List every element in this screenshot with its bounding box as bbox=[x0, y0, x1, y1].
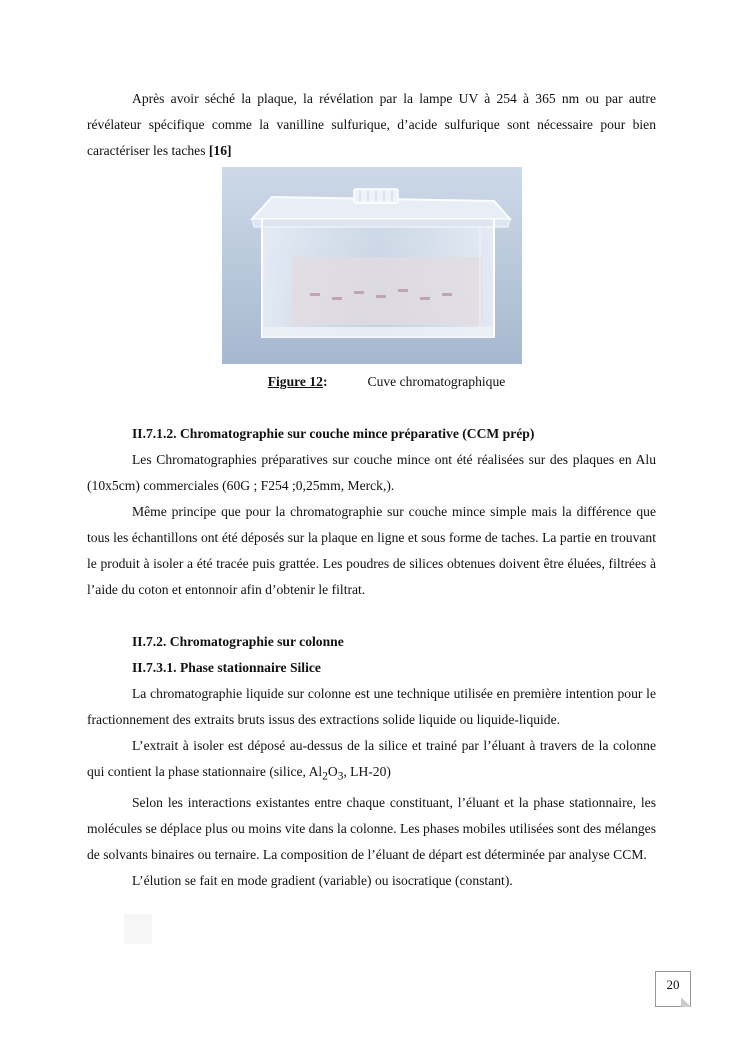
page-smudge bbox=[124, 914, 152, 944]
figure-label: Figure 12 bbox=[267, 374, 323, 389]
page-number: 20 bbox=[666, 977, 680, 992]
chromatography-tank-image bbox=[222, 167, 522, 364]
figure-caption: Figure 12: Cuve chromatographique bbox=[267, 374, 506, 389]
paragraph-colonne-1: La chromatographie liquide sur colonne est une technique utilisée en première intention pour le fractionnement des extraits bruts issus des extractions solide liquide ou liquide-liquide. bbox=[87, 686, 656, 727]
paragraph-colonne-4: L’élution se fait en mode gradient (variable) ou isocratique (constant). bbox=[132, 872, 513, 888]
heading-colonne: II.7.2. Chromatographie sur colonne bbox=[132, 634, 344, 649]
paragraph-colonne-3: Selon les interactions existantes entre chaque constituant, l’éluant et la phase stationnaire, les molécules se déplace plus ou moins vite dans la colonne. Les phases mobiles utilisées sont des mélanges de solvants binaires ou ternaire. La composition de l’éluant de départ est déterminée par analyse CCM. bbox=[87, 794, 656, 862]
figure-caption-text: Cuve chromatographique bbox=[367, 374, 506, 389]
subheading-phase-stationnaire: II.7.3.1. Phase stationnaire Silice bbox=[132, 660, 321, 675]
paragraph-colonne-2: L’extrait à isoler est déposé au-dessus de la silice et trainé par l’éluant à travers de la colonne qui contient la phase stationnaire (silice, $Al_2O_3$, LH-20) bbox=[87, 738, 656, 783]
figure-container bbox=[87, 167, 656, 367]
page-corner-fold bbox=[681, 997, 691, 1007]
paragraph-ccm-1: Les Chromatographies préparatives sur couche mince ont été réalisées sur des plaques en Alu (10x5cm) commerciales (60G ; F254 ;0,25mm, Merck,). bbox=[87, 452, 656, 493]
page-content bbox=[87, 86, 656, 894]
tank-illustration bbox=[222, 167, 522, 364]
paragraph-ccm-2: Même principe que pour la chromatographie sur couche mince simple mais la différence que tous les échantillons ont été déposés sur la plaque en ligne et sous forme de taches. La partie en trouvant le produit à isoler a été tracée puis grattée. Les poudres de silices obtenues doivent être éluées, filtrées à l’aide du coton et entonnoir afin d’obtenir le filtrat. bbox=[87, 504, 656, 597]
page-number-box bbox=[655, 971, 691, 1007]
citation-ref: [16] bbox=[208, 143, 232, 158]
paragraph-uv-revelation: Après avoir séché la plaque, la révélation par la lampe UV à 254 à 365 nm ou par autre révélateur spécifique comme la vanilline sulfurique, d’acide sulfurique sont nécessaire pour bien caractériser les taches [16] bbox=[87, 91, 656, 158]
heading-ccm-prep: II.7.1.2. Chromatographie sur couche mince préparative (CCM prép) bbox=[132, 426, 535, 441]
